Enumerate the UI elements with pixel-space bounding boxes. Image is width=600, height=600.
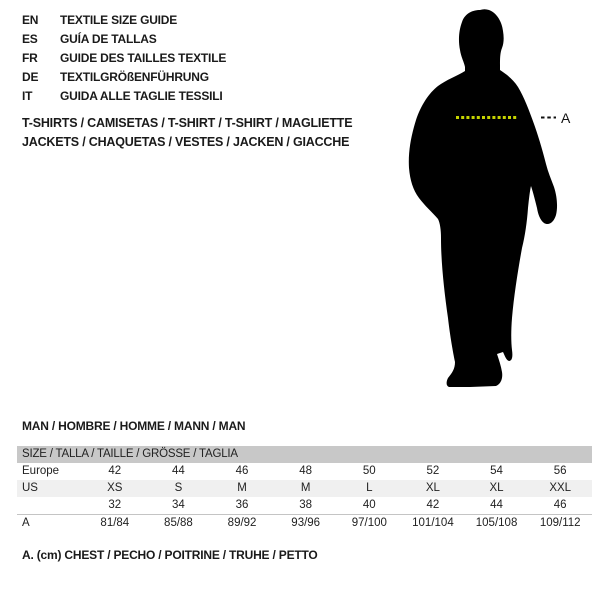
size-value-cell: M: [237, 482, 247, 494]
table-row: [17, 480, 592, 497]
row-label: A: [22, 517, 30, 529]
section-title-man: MAN / HOMBRE / HOMME / MANN / MAN: [22, 419, 246, 433]
language-code: ES: [22, 31, 38, 46]
category-line: T-SHIRTS / CAMISETAS / T-SHIRT / T-SHIRT / MAGLIETTE: [22, 116, 353, 130]
size-value-cell: 85/88: [164, 517, 193, 529]
language-title: GUÍA DE TALLAS: [60, 31, 157, 46]
size-value-cell: L: [366, 482, 373, 494]
garment-categories: [22, 114, 352, 152]
size-value-cell: 36: [235, 499, 249, 511]
size-value-cell: 93/96: [291, 517, 321, 529]
size-value-cell: 52: [426, 465, 440, 477]
language-row: [22, 86, 226, 105]
size-value-cell: 34: [172, 499, 185, 511]
language-title: TEXTILGRÖßENFÜHRUNG: [60, 69, 209, 84]
size-value-cell: 54: [490, 465, 503, 477]
size-value-cell: 46: [235, 465, 249, 477]
size-value-cell: XS: [107, 482, 123, 494]
language-row: [22, 29, 226, 48]
size-value-cell: 50: [362, 465, 376, 477]
man-silhouette: [409, 9, 557, 387]
language-row: [22, 67, 226, 86]
language-row: [22, 10, 226, 29]
measurement-label: A: [561, 110, 571, 126]
language-title: GUIDE DES TAILLES TEXTILE: [60, 50, 227, 65]
table-row: [17, 514, 592, 532]
size-value-cell: 32: [108, 499, 122, 511]
size-table-header: SIZE / TALLA / TAILLE / GRÖSSE / TAGLIA: [17, 446, 592, 463]
size-value-cell: 105/108: [475, 517, 518, 529]
size-value-cell: XL: [425, 482, 440, 494]
size-value-cell: XXL: [549, 482, 572, 494]
size-value-cell: 48: [299, 465, 313, 477]
category-line: JACKETS / CHAQUETAS / VESTES / JACKEN / GIACCHE: [22, 135, 350, 149]
size-value-cell: 44: [172, 465, 185, 477]
size-value-cell: 38: [299, 499, 313, 511]
size-value-cell: 56: [553, 465, 567, 477]
language-title: GUIDA ALLE TAGLIE TESSILI: [60, 88, 223, 103]
size-value-cell: 97/100: [351, 517, 387, 529]
size-value-cell: S: [174, 482, 183, 494]
chest-footnote: A. (cm) CHEST / PECHO / POITRINE / TRUHE / PETTO: [22, 548, 318, 562]
table-row: [17, 497, 592, 514]
size-value-cell: 42: [108, 465, 122, 477]
size-value-cell: 46: [553, 499, 567, 511]
size-value-cell: M: [300, 482, 311, 494]
size-table-body: [17, 463, 592, 532]
language-code: EN: [22, 12, 39, 27]
size-value-cell: 42: [426, 499, 440, 511]
size-value-cell: 101/104: [412, 517, 454, 529]
size-value-cell: 40: [362, 499, 376, 511]
language-title: TEXTILE SIZE GUIDE: [60, 12, 178, 27]
language-code: DE: [22, 69, 39, 84]
size-table: [17, 446, 592, 532]
size-value-cell: 89/92: [227, 517, 257, 529]
row-label: Europe: [22, 465, 60, 477]
language-list: [22, 10, 226, 105]
row-label: US: [22, 482, 38, 494]
language-code: IT: [22, 88, 33, 103]
language-code: FR: [22, 50, 38, 65]
size-value-cell: 81/84: [100, 517, 130, 529]
man-silhouette-figure: [400, 0, 600, 400]
language-row: [22, 48, 226, 67]
size-value-cell: XL: [489, 482, 504, 494]
table-row: [17, 463, 592, 480]
size-value-cell: 109/112: [539, 517, 581, 529]
size-value-cell: 44: [490, 499, 503, 511]
row-label: [17, 497, 83, 514]
